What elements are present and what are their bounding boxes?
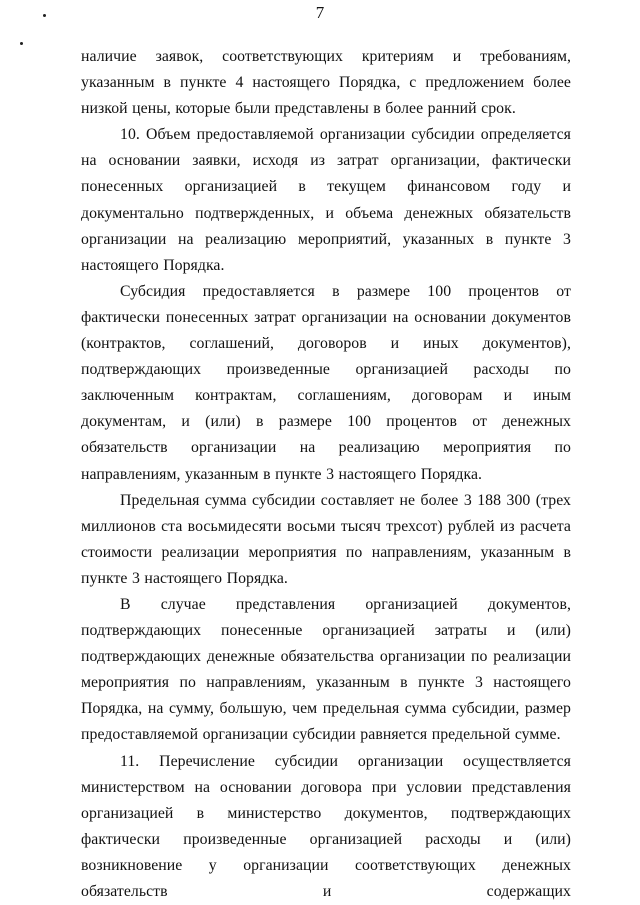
document-body	[81, 44, 571, 905]
paragraph-continuation: наличие заявок, соответствующих критериям и требованиям, указанным в пункте 4 настоящего Порядка, с предложением более низкой цены, которые были представлены в более ранний срок.	[81, 48, 571, 118]
page-number: 7	[315, 3, 325, 22]
paragraph-subsidy-amount: Субсидия предоставляется в размере 100 процентов от фактически понесенных затрат организации на основании документов (контрактов, соглашений, договоров и иных документов), подтверждающих произведенные организацией расходы по заключенным контрактам, соглашениям, договорам и иным документам, и (или) в размере 100 процентов от денежных обязательств организации на реализацию мероприятия по направлениям, указанным в пункте 3 настоящего Порядка.	[81, 282, 571, 483]
scan-speck	[20, 42, 23, 45]
paragraph-excess-documents: В случае представления организацией документов, подтверждающих понесенные организацией затраты и (или) подтверждающих денежные обязательства организации по реализации мероприятия по направлениям, указанным в пункте 3 настоящего Порядка, на сумму, большую, чем предельная сумма субсидии, размер предоставляемой организации субсидии равняется предельной сумме.	[81, 595, 571, 744]
paragraph-item-11: 11. Перечисление субсидии организации осуществляется министерством на основании договора при условии представления организацией в министерство документов, подтверждающих фактически произведенные организацией расходы и (или) возникновение у организации соответствующих денежных обязательств и содержащих	[81, 752, 571, 900]
paragraph-max-subsidy: Предельная сумма субсидии составляет не более 3 188 300 (трех миллионов ста восьмидесяти восьми тысяч трехсот) рублей из расчета стоимости реализации мероприятия по направлениям, указанным в пункте 3 настоящего Порядка.	[81, 491, 571, 587]
paragraph-item-10: 10. Объем предоставляемой организации субсидии определяется на основании заявки, исходя из затрат организации, фактически понесенных организацией в текущем финансовом году и документально подтвержденных, и объема денежных обязательств организации на реализацию мероприятий, указанных в пункте 3 настоящего Порядка.	[81, 126, 571, 274]
